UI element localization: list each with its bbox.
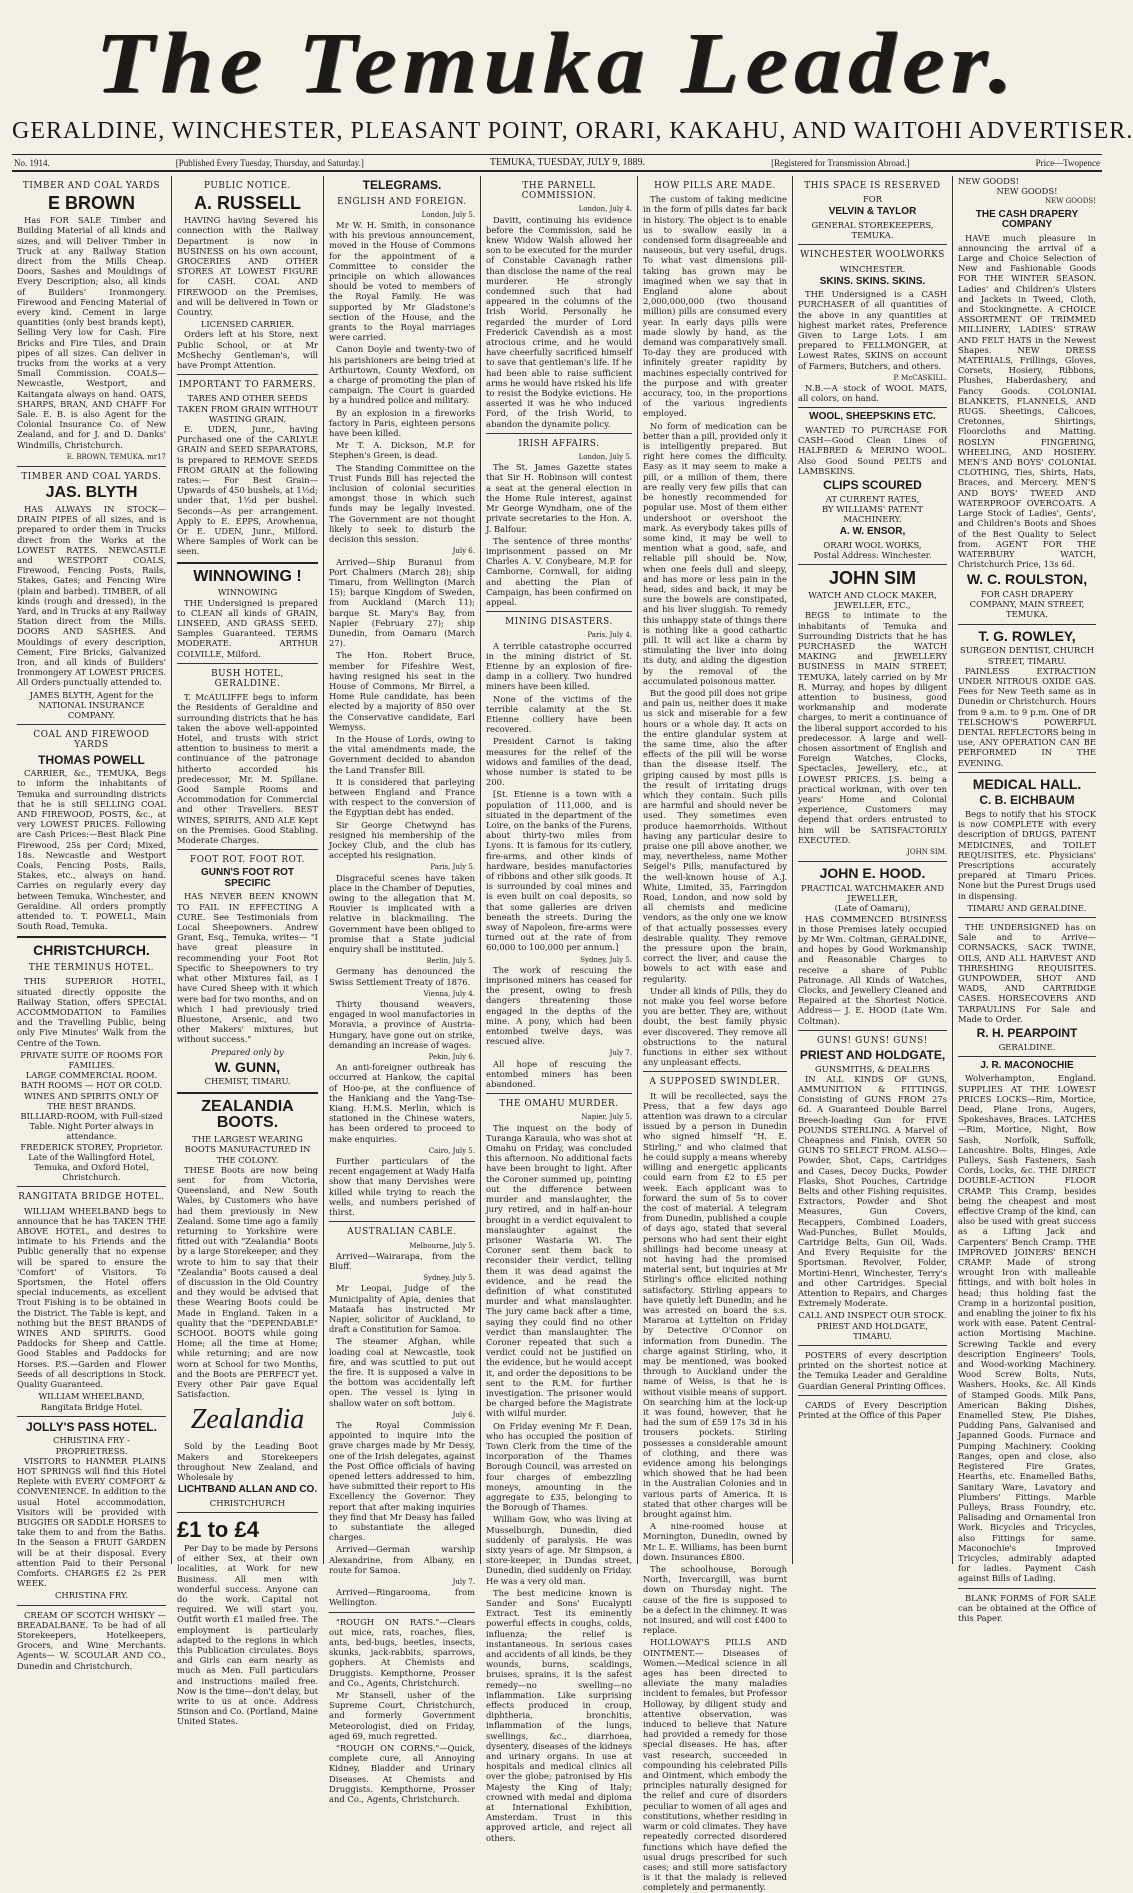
rangitata-heading: RANGITATA BRIDGE HOTEL.: [18, 1192, 165, 1203]
gunn-name: W. GUNN,: [214, 1058, 281, 1075]
masthead: [12, 8, 1133, 148]
article-text: The St. James Gazette states that Sir H. Robinson will contest a seat at the general election in the Home Rule interest, against Mr George Wyndham, one of the private secretaries to the Hon. A. J. Balfour.: [486, 462, 632, 534]
pearpoint-text: THE UNDERSIGNED has on Sale and to Arrive— CORNSACKS, SACK TWINE, OILS, AND ALL HARVEST AND THRESHING REQUISITES. GUNPOWDER, SHOT AND WADS, AND CARTRIDGE CASES. HORSECOVERS AND TARPAULINS For Sale and Made to Order.: [958, 922, 1096, 1024]
article-text: The inquest on the body of Turanga Karauia, who was shot at Omahu on Friday, was concluded this afternoon. No additional facts have been brought to light. After the Coroner summed up, pointing out the difference between murder and manslaughter, the jury retired, and in half-an-hour brought in a verdict equivalent to manslaughter against the prisoner Wastaria Wi. The Coroner sent them back to reconsider their verdict, telling them it was dead against the evidence, and he read the definition of what constituted murder and what manslaughter. The jury came back after a time, saying they could find no other verdict than manslaughter. The Coroner repeated that such a verdict could not be justified on the evidence, but he would accept it, and order the depositions to be sent to the R.M. for further investigation. The prisoner would be charged before the Magistrate with wilful murder.: [486, 1122, 632, 1419]
ensor-address: Postal Address: Winchester.: [813, 549, 932, 560]
rough-on-corns-ad: "ROUGH ON CORNS."—Quick, complete cure, all Annoying Kidney, Bladder and Urinary Diseases. At Chemists and Druggists. Kempthorne, Prosser and Co., Agents, Christchurch.: [329, 1743, 475, 1805]
dateline: [12, 154, 1102, 172]
divider: [177, 1092, 318, 1094]
powell-name: THOMAS POWELL: [38, 752, 145, 767]
terminus-signature: FREDERICK STOREY, Proprietor. Late of the Wallingford Hotel, Temuka, and Oxford Hotel, Christchurch.: [20, 1141, 163, 1183]
telegram-text: Arrived—Wairarapa, from the Bluff.: [329, 1250, 475, 1271]
article-text: All hope of rescuing the entombed miners has been abandoned.: [486, 1058, 632, 1090]
telegram-text: Further particulars of the recent engagement at Wady Haifa show that many Dervishes were killed while trying to reach the wells, and numbers perished of thirst.: [329, 1156, 475, 1218]
divider: [798, 564, 947, 565]
earnings-text: Per Day to be made by Persons of either Sex, at their own localities, at Work for new Business. All men with wonderful success. Anyone can do the work. Capital not required. We will start you. Outfit worth £1 mailed free. The employment is particularly adapted to the regions in which this Publication circulates. Boys and Girls can earn nearly as much as Men. Full particulars and instructions mailed free. Now is the time—don't delay, but write to us at once. Address Stinson and Co. (Portland, Maine United States.: [177, 1543, 318, 1727]
dateline-paris: Paris, July 5.: [430, 863, 475, 872]
rangitata-signature: WILLIAM WHEELBAND, Rangitata Bridge Hotel.: [38, 1391, 145, 1412]
russell-text: HAVING having Severed his connection with the Railway Department is now in BUSINESS on his own account, GROCERIES AND OTHER STORES AT LOWEST FIGURE for CASH. COAL AND FIREWOOD on the Premises, and will be delivered in Town or Country.: [177, 215, 318, 317]
skins-note: N.B.—A stock of WOOL MATS, all colors, on hand.: [798, 383, 947, 404]
parnell-commission-heading: THE PARNELL COMMISSION.: [521, 181, 597, 202]
divider: [177, 1512, 318, 1513]
article-text: It will be recollected, says the Press, that a few days ago attention was drawn to a circular issued by a person in Dunedin who signed himself "H. E. Stirling," and who claimed that he could supply a means whereby willing and energetic applicants could earn from £2 to £5 per week. Each applicant was to forward the sum of 5s to cover the cost of material. A telegram from Dunedin, published a couple of days ago, stated that several persons who had sent their eight shillings had become uneasy at not having had the promised material sent, but inquiries at Mr Stirling's office elicited nothing satisfactory. Stirling appears to have quietly left Dunedin, and he was arrested on board the s.s. Mararoa at Lyttelton on Friday by Detective O'Connor on information from Dunedin. The charge against Stirling, who, it may be mentioned, was booked through to Auckland under the name of Weiss, is that he is without visible means of support. On searching him at the lock-up it was found, however, that he had the sum of £59 17s 3d in his trousers pockets. Stirling possesses a considerable amount of clothing, and there was evidence among his belongings which showed that he had been in the Australian Colonies and in various parts of America. It is stated that other charges will be brought against him.: [643, 1090, 787, 1519]
article-text: A nine-roomed house at Mornington, Dunedin, owned by Mr L. E. Williams, has been burnt down. Insurances £800.: [643, 1521, 787, 1562]
ensor-name: A. W. ENSOR,: [839, 526, 906, 538]
dateline-london: London, July 5.: [421, 210, 475, 219]
winnowing-heading: WINNOWING !: [193, 567, 302, 585]
jollys-pass-signature: CHRISTINA FRY.: [55, 1590, 128, 1601]
cash-drapery-text: HAVE much pleasure in announcing the arrival of a Large and Choice Selection of New and Fashionable Goods FOR THE WINTER SEASON. Ladies' and Children's Ulsters and Jackets in Tweed, Cloth, and Stockingnette. A CHOICE ASSORTMENT OF TRIMMED MILLINERY, LADIES' STRAW AND FELT HATS in the Newest Shapes. NEW DRESS MATERIALS, Frillings, Gloves, Corsets, Hosiery, Ribbons, Plushes, Haberdashery, and Fancy Goods. COLONIAL BLANKETS, FLANNELS, AND RUGS. Sheetings, Calicoes, Cretonnes, Shirtings, Floorcloths and Matting. ROSLYN FINGERING, WHEELING, AND HOSIERY. MEN'S AND BOYS' COLONIAL CLOTHING, Ties, Shirts, Hats, Braces, and Mercery. MEN'S AND BOYS' TWEED AND WATERPROOF OVERCOATS. A Large Stock of Ladies', Gents', and Children's Boots and Shoes of the Best Quality to Select from. AGENT FOR THE WATERBURY WATCH, Christchurch Price, 13s 6d.: [958, 232, 1096, 570]
dateline-vienna: Vienna, July 4.: [423, 989, 475, 998]
russell-text-2: Orders left at his Store, next Public School, or at Mr McShechy Gentleman's, will have Prompt Attention.: [177, 329, 318, 370]
rangitata-text: WILLIAM WHEELBAND begs to announce that he has TAKEN THE ABOVE HOTEL, and desires to intimate to his Friends and the Public generally that no expense will be spared to ensure the 'Comfort' of Visitors. To Sportsmen, the Hotel offers special inducements, as excellent Trout Fishing is to be obtained in the District. The Table is kept, and nothing but the BEST BRANDS of WINES AND SPIRITS. Good Paddocks for Sheep and Cattle. Good Stables and Paddocks for Horses. P.S.—Garden and Flower Seeds of all descriptions in Stock. Quality Guaranteed.: [17, 1205, 166, 1390]
dateline: July 6.: [452, 547, 475, 556]
article-text: [St. Etienne is a town with a population of 111,000, and is situated in the department of the Loire, on the banks of the Furens, about thirty-two miles from Lyons. It is famous for its cutlery, fire-arms, and other kinds of hardware, besides manufactories of ribbons and other silk goods. It is surrounded by coal mines and is even built on coal deposits, so that some galleries are driven beneath the streets. During the sway of Napoleon, fire-arms were turned out at the rate of from 60,000 to 100,000 per annum.]: [486, 789, 632, 953]
telegram-text: The Standing Committee on the Trust Funds Bill has rejected the inclusion of colonial securities amongst those in which such funds may be legally invested. The Government are not thought likely to seek to disturb the decision this session.: [329, 462, 475, 545]
guns-call: CALL AND INSPECT OUR STOCK.: [798, 1310, 947, 1321]
cards-notice: CARDS of Every Description Printed at the Office of this Paper: [798, 1399, 947, 1421]
cash-drapery-heading: THE CASH DRAPERY COMPANY: [975, 208, 1079, 231]
article-text: President Carnot is taking measures for the relief of the widows and families of the dead, whose number is stated to be 200.: [486, 736, 632, 788]
article-text: None of the victims of the terrible calamity at the St. Etienne colliery have been recovered.: [486, 693, 632, 735]
issue-number: No. 1914.: [14, 157, 50, 168]
new-goods-1: NEW GOODS!: [958, 176, 1019, 186]
article-text: The custom of taking medicine in the form of pills dates far back in history. The object is to enable us to swallow easily in a condensed form disagreeable and nauseous, but very useful, drugs. To what vast dimensions pill-taking has grown may be imagined when we say that in England alone about 2,000,000,000 (two thousand million) pills are consumed every year. In early days pills were made slowly by hand, as the demand was comparatively small. To-day they are produced with infinitely greater rapidity by machines especially contrived for the purpose and with greater accuracy, too, in the proportions of the various ingredients employed.: [643, 194, 787, 419]
rowley-name: T. G. ROWLEY,: [978, 627, 1076, 644]
winnowing-text: THE Undersigned is prepared to CLEAN all kinds of GRAIN, LINSEED, AND GRASS SEED. Samples Guaranteed. TERMS MODERATE. ARTHUR COLVILLE, Milford.: [177, 597, 318, 659]
guns-text: IN ALL KINDS OF GUNS, AMMUNITION & FITTINGS. Consisting of GUNS FROM 27s 6d. A Guaranteed Double Barrel Breech-loading Gun for FIVE POUNDS STERLING. A Marvel of Cheapness and Finish. OVER 50 GUNS TO SELECT FROM. ALSO— Powder, Shot, Caps, Cartridges and Cases, Decoy Ducks, Powder Flasks, Shot Pouches, Cartridge Belts and other Fishing requisites. Extractors, Powder and Shot Measures, Gun Covers, Recappers, Combined Loaders, Wad-Punches, Bullet Moulds, Cartridge Belts, Gun Oil, Wads. And Every Requisite for the Sportsman. Revolver, Folder, Mortini-Henri, Winchester, Terry's and other Cartridges. Special Attention to Repairs, and Charges Extremely Moderate.: [798, 1073, 947, 1309]
blyth-signature: JAMES BLYTH, Agent for the NATIONAL INSURANCE COMPANY.: [29, 689, 154, 721]
divider: [643, 1071, 787, 1072]
blyth-name: JAS. BLYTH: [45, 484, 138, 502]
medical-hall-heading: MEDICAL HALL.: [972, 775, 1082, 792]
farmers-text: E. UDEN, Junr., having Purchased one of the CARLYLE GRAIN and SEED SEPARATORS, is prepared to REMOVE SEEDS FROM GRAIN at the following rates:— For Best Grain—Upwards of 450 bushels, at 1½d; under that, 1½d per bushel. Seconds—As per arrangement. Apply to E. EPPS, Arowhenua, Or E. UDEN, Junr., Milford. Where Samples of Work can be seen.: [177, 423, 318, 557]
space-reserved: THIS SPACE IS RESERVED: [804, 181, 941, 191]
rough-on-rats-ad: "ROUGH ON RATS."—Clears out mice, rats, roaches, flies, ants, bed-bugs, beetles, insects, skunks, jack-rabbits, sparrows, gophers. At Chemists and Druggists. Kempthorne, Prosser and Co., Agents, Christchurch.: [329, 1616, 475, 1688]
velvin-taylor: VELVIN & TAYLOR: [828, 206, 917, 218]
column-2: [172, 176, 324, 1727]
foot-rot-heading: FOOT ROT. FOOT ROT.: [190, 855, 305, 866]
column-7: [953, 176, 1101, 1623]
divider: [958, 772, 1096, 773]
jollys-pass-text: VISITORS to HANMER PLAINS HOT SPRINGS will find this Hotel Replete with EVERY COMFORT & CONVENIENCE. In addition to the usual Hotel accommodation, Visitors will be provided with BUGGIES OR SADDLE HORSES to take them to and from the Baths. In the Season a FRUIT GARDEN will be at their disposal. Every attention Paid to their Personal Comforts. CHARGES £2 2s PER WEEK.: [17, 1455, 166, 1589]
hood-subheading: PRACTICAL WATCHMAKER AND JEWELLER,: [800, 882, 945, 904]
column-5: [638, 176, 793, 1893]
mining-disasters-heading: MINING DISASTERS.: [505, 617, 613, 628]
column-3: [324, 176, 481, 1805]
jollys-pass-proprietress: CHRISTINA FRY - PROPRIETRESS.: [53, 1435, 130, 1456]
divider: [17, 936, 166, 938]
brown-signature: E. BROWN, TEMUKA, mr17: [66, 452, 166, 461]
clips-machinery: BY WILLIAMS' PATENT MACHINERY.: [822, 503, 923, 524]
english-foreign-heading: ENGLISH AND FOREIGN.: [337, 196, 467, 207]
news-item: Mr Stansell, usher of the Supreme Court, Christchurch, and formerly Government Meteorologist, died on Friday, aged 69, much regretted.: [329, 1690, 475, 1741]
divider: [177, 849, 318, 850]
dateline-cairo: Cairo, July 5.: [428, 1146, 475, 1155]
foot-rot-prepared: Prepared only by: [211, 1046, 284, 1057]
telegrams-heading: TELEGRAMS.: [362, 178, 442, 192]
guns-heading: GUNS! GUNS! GUNS!: [817, 1035, 928, 1046]
divider: [798, 407, 947, 408]
telegram-text: The Royal Commission appointed to inquire into the grave charges made by Mr Dessy, one of the Irish delegates, against the Post Office officials of having opened letters addressed to him, have submitted their report to His Excellency the Governor. They report that after making inquiries they find that Mr Deasy has failed to substantiate the alleged charges.: [329, 1419, 475, 1543]
telegram-text: Mr W. H. Smith, in consonance with his previous announcement, moved in the House of Commons for the appointment of a Committee to consider the principle on which allowances should be voted to members of the Royal Family. He was supported by Mr Gladstone's section of the House, and the grants to the Royal marriages were carried.: [329, 220, 475, 343]
dateline-sydney: Sydney, July 5.: [423, 1274, 475, 1283]
guns-signature: PRIEST AND HOLDGATE, TIMARU.: [816, 1320, 929, 1341]
woolworks-location: WINCHESTER.: [839, 263, 906, 274]
columns: [12, 176, 1102, 1893]
article-text: William Gow, who was living at Musselburgh, Dunedin, died suddenly of paralysis. He was sixty years of age. Mr Simpson, a store-keeper, in Dundas street, Dunedin, died suddenly on Friday. He was a very old man.: [486, 1514, 632, 1586]
column-1: [12, 176, 172, 1671]
terminus-line-2: LARGE COMMERCIAL ROOM.: [25, 1070, 158, 1081]
divider: [958, 1588, 1096, 1589]
gunn-location: CHEMIST, TIMARU.: [204, 1076, 291, 1087]
bush-hotel-heading: BUSH HOTEL, GERALDINE.: [211, 668, 284, 690]
zealandia-text: THESE Boots are now being sent for from Victoria, Queensland, and New South Wales, by Customers who have had them previously in New Zealand. Some time ago a family returning to Yorkshire were fitted out with "Zealandia" Boots by a large Storekeeper, and they wrote to him to say that their "Zealandia" Boots caused a deal of discussion in the Old Country and they would be advised that these Wearing Boots could be Made in England. Taken in a quality that the "DEPENDABLE" SCHOOL BOOTS while going Home; all the time at Home; while returning; and are now worn at School for two Months, and the Boots are PERFECT yet. Every other Pair gave Equal Satisfaction.: [177, 1164, 318, 1400]
blyth-heading: TIMBER AND COAL YARDS.: [21, 471, 162, 482]
skins-signature: P. McCASKILL.: [893, 373, 947, 382]
telegram-text: It is considered that parleying between England and France with respect to the conversion of the Egyptian debt has ended.: [329, 776, 475, 818]
telegram-text: By an explosion in a fireworks factory in Paris, eighteen persons have been killed.: [329, 407, 475, 439]
rowley-text: PAINLESS EXTRACTION UNDER NITROUS OXIDE GAS. Fees for New Teeth same as in Dunedin or Christchurch. Hours from 9 a.m. to 9 p.m. One of DR TELSCHOW'S POWERFUL DENTAL REFLECTORS being in use, ANY OPERATION CAN BE PERFORMED IN THE EVENING.: [958, 665, 1096, 768]
new-goods-2: NEW GOODS!: [996, 186, 1058, 197]
velvin-taylor-location: TEMUKA.: [851, 230, 894, 241]
article-text: The schoolhouse, Borough North, Invercargill, was burnt down on Thursday night. The cause of the fire is supposed to be a defect in the chimney. It was not insured, and will cost £400 to replace.: [643, 1564, 787, 1636]
telegram-text: Canon Doyle and twenty-two of his parishioners are being tried at Arthurtown, County Wexford, on a charge of promoting the plan of campaign. The Court is guarded by a hundred police and military.: [329, 344, 475, 406]
holloway-ad: HOLLOWAY'S PILLS AND OINTMENT.— Diseases of Women.—Medical science in all ages has been directed to alleviate the many maladies incident to females, but Professor Holloway, by diligent study and attentive observation, was induced to believe that Nature had provided a remedy for those special diseases. He has, after vast research, succeeded in compounding his celebrated Pills and Ointment, which embody the principles naturally designed for the relief and cure of disorders peculiar to women of all ages and constitutions, whether residing in warm or cold climates. They have repeatedly corrected disordered functions which have defied the usual drugs prescribed for such cases; and still more satisfactory is it that the malady is relieved completely and permanently.: [643, 1637, 787, 1893]
pills-heading: HOW PILLS ARE MADE.: [654, 181, 776, 191]
bush-hotel-text: T. McAULIFFE begs to inform the Residents of Geraldine and surrounding districts that he has taken the above well-appointed Hotel, and trusts with strict attention to business to merit a continuance of the patronage hitherto accorded his predecessor, Mr. M. Spillane. Good Sample Rooms and Accommodation for Commercial and other Travellers. BEST WINES, SPIRITS, AND ALE Kept on the Premises. Good Stabling. Moderate Charges.: [177, 692, 318, 846]
foot-rot-title: GUNN'S FOOT ROT SPECIFIC: [201, 867, 294, 889]
zealandia-sold-by: Sold by the Leading Boot Makers and Storekeepers throughout New Zealand, and Wholesale by: [177, 1441, 318, 1483]
divider: [177, 374, 318, 375]
newspaper-title: The Temuka Leader.: [95, 14, 1019, 111]
dateline-napier: Napier, July 5.: [581, 1113, 632, 1122]
newspaper-subtitle: GERALDINE, WINCHESTER, PLEASANT POINT, ORARI, KAKAHU, AND WAITOHI ADVERTISER.: [12, 118, 1133, 144]
dateline: July 7.: [609, 1049, 632, 1058]
wool-heading: WOOL, SHEEPSKINS ETC.: [809, 411, 936, 423]
posters-notice: POSTERS of every description printed on the shortest notice at the Temuka Leader and Geraldine Guardian General Printing Offices.: [798, 1350, 947, 1391]
telegram-text: Mr T. A. Dickson, M.P. for Stephen's Green, is dead.: [329, 440, 475, 461]
divider: [798, 1030, 947, 1031]
dateline-london: London, July 5.: [578, 453, 632, 462]
priest-holdgate-sub: GUNSMITHS, & DEALERS: [814, 1063, 931, 1074]
article-text: A terrible catastrophe occurred in the mining district of St. Etienne by an explosion of fire-damp in a colliery. Two hundred miners have been killed.: [486, 640, 632, 692]
russell-name: A. RUSSELL: [193, 193, 301, 214]
telegram-text: Mr Leopai, Judge of the Municipality of Apia, denies that Mataafa has instructed Mr Napier, solicitor of Auckland, to draft a Constitution for Samoa.: [329, 1283, 475, 1335]
brown-heading: TIMBER AND COAL YARDS: [22, 181, 161, 191]
zealandia-city: CHRISTCHURCH: [209, 1497, 286, 1508]
swindler-heading: A SUPPOSED SWINDLER.: [649, 1077, 781, 1088]
terminus-hotel-heading: THE TERMINUS HOTEL.: [28, 963, 155, 974]
divider: [798, 1395, 947, 1396]
article-text: Davitt, continuing his evidence before the Commission, said he knew Widow Walsh allowed her son to be executed for the murder of Constable Cavanagh rather than disclose the name of the real murderer. He strongly condemned such that had appeared in the columns of the Irish World. Personally he regarded the murder of Lord Frederick Cavendish as a most atrocious crime, and he would have cheerfully sacrificed himself to save that gentleman's life. If he had been able to raise sufficient arms he would have risked his life to resist the Bodyke evictions. He asserted it was he who induced Ford, of the Irish World, to abandon the dynamite policy.: [486, 214, 632, 429]
blank-forms-notice: BLANK FORMS of FOR SALE can be obtained at the Office of this Paper.: [958, 1592, 1096, 1623]
divider: [486, 611, 632, 612]
velvin-taylor-sub: GENERAL STOREKEEPERS,: [811, 219, 934, 230]
telegram-text: Thirty thousand weavers, engaged in wool manufactories in Moravia, a province of Austria-Hungary, have gone out on strike, demanding an increase of wages.: [329, 999, 475, 1050]
article-text: Under all kinds of Pills, they do not make you feel worse before you are better. They are, without doubt, the best family physic ever discovered. They remove all obstructions to the natural functions in either sex without any unpleasant effects.: [643, 985, 787, 1068]
maconochie-name: J. R. MACONOCHIE: [980, 1059, 1074, 1071]
divider: [798, 244, 947, 245]
powell-heading: COAL AND FIREWOOD YARDS: [33, 730, 150, 751]
divider: [177, 663, 318, 664]
irish-affairs-heading: IRISH AFFAIRS.: [518, 438, 600, 449]
divider: [17, 1605, 166, 1606]
whisky-ad: CREAM OF SCOTCH WHISKY — BREADALBANE. To be had of all Storekeepers, Hotelkeepers, Grocers, and Wine Merchants. Agents— W. SCOULAR AND CO., Dunedin and Christchurch.: [17, 1609, 166, 1671]
australian-cable-heading: AUSTRALIAN CABLE.: [347, 1227, 457, 1238]
eucalypti-ad: The best medicine known is Sander and Sons' Eucalypti Extract. Test its eminently powerful effects in coughs, colds, influenza; the relief is instantaneous. In serious cases and accidents of all kinds, be they wounds, burns, scaldings, bruises, sprains, it is the safest remedy—no swelling—no inflammation. Like surprising effects produced in croup, diphtheria, bronchitis, inflammation of the lungs, swellings, &c., diarrhoea, dysentery, diseases of the kidneys and urinary organs. In use at hospitals and medical clinics all over the globe; patronised by His Majesty the King of Italy; crowned with medal and diploma at International Exhibition, Amsterdam. Trust in this approved article, and reject all others.: [486, 1587, 632, 1843]
terminus-line-4: WINES AND SPIRITS ONLY OF THE BEST BRANDS.: [24, 1090, 159, 1111]
medical-hall-text: Begs to notify that his STOCK is now COMPLETE with every description of DRUGS, PATENT MEDICINES, and TOILET REQUISITES, etc. Physicians' Prescriptions accurately prepared at Timaru Prices. None but the Purest Drugs used in dispensing.: [958, 809, 1096, 901]
divider: [798, 861, 947, 862]
priest-holdgate: PRIEST AND HOLDGATE,: [799, 1047, 946, 1062]
medical-hall-signature: TIMARU AND GERALDINE.: [967, 902, 1087, 913]
zealandia-heading: ZEALANDIA BOOTS.: [201, 1097, 294, 1132]
jollys-pass-heading: JOLLY'S PASS HOTEL.: [26, 1419, 157, 1434]
telegram-text: An anti-foreigner outbreak has occurred at Hankow, the capital of Hoo-pe, at the confluence of the Hankiang and the Yang-Tse-Kiang. H.M.S. Merlin, which is stationed in the Chinese waters, has been ordered to proceed to make enquiries.: [329, 1062, 475, 1144]
divider: [486, 1093, 632, 1094]
divider: [17, 1186, 166, 1187]
licensed-carrier: LICENSED CARRIER.: [200, 319, 295, 330]
dateline: July 7.: [452, 1578, 475, 1586]
divider: [329, 1221, 475, 1222]
dateline-berlin: Berlin, July 5.: [426, 957, 475, 966]
pearpoint-name: R. H. PEARPOINT: [976, 1026, 1078, 1041]
pearpoint-location: GERALDINE.: [998, 1041, 1056, 1052]
telegram-text: The Hon. Robert Bruce, member for Fifeshire West, having resigned his seat in the House of Commons, Mr Birrel, a Home Rule candidate, has been elected by a majority of 850 over the Conservative candidate, Earl Wemyss.: [329, 650, 475, 732]
article-text: The sentence of three months' imprisonment passed on Mr Charles A. V. Conybeare, M.P. for Camborne, Cornwall, for aiding and abetting the Plan of Campaign, has been confirmed on appeal.: [486, 535, 632, 607]
clips-scoured: CLIPS SCOURED: [823, 477, 922, 492]
john-sim-subheading: WATCH AND CLOCK MAKER, JEWELLER, ETC.,: [808, 589, 937, 611]
divider: [486, 433, 632, 434]
telegram-text: Germany has denounced the Swiss Settlement Treaty of 1876.: [329, 966, 475, 987]
hood-late: (Late of Oamaru),: [834, 903, 911, 914]
hood-heading: JOHN E. HOOD.: [819, 865, 926, 882]
dateline-pekin: Pekin, July 6.: [428, 1053, 475, 1062]
woolworks-heading: WINCHESTER WOOLWORKS: [800, 250, 945, 261]
maconochie-text: Wolverhampton, England. SUPPLIES AT THE LOWEST PRICES LOCKS—Rim, Mortice, Dead, Plane Irons, Augers, Spokeshaves, Braces. LATCHES—Rim, Mortice, Night, Bow Sash, Norfolk, Suffolk, Lancashire. Bolts, Hinges, Axle Pulleys, Sash Fasteners, Sash Cords, Locks, &c. THE DIRECT DOUBLE-ACTION FLOOR CRAMP. This Cramp, besides being the cheapest and most effective Cramp of the kind, can also be used with great success as a Lifting Jack and Carpenters' Bench Cramp. THE IMPROVED JOINERS' BENCH CRAMP. Made of strong wrought Iron with malleable fittings, and with bolt holes in head; thus holding fast the Cramp in a horizontal position, and enabling the joiner to fix his work with ease. Patent Central-action Mortising Machine. Screwing Tackle and every description Engineers' Tools, and Wood-working Machinery. Wood Screw Bolts, Nuts, Washers, Hooks, &c. All Kinds of Stamped Goods. Milk Pans, American Baking Dishes, Enamelled Stew, Pie Dishes, Pudding Pans, Galvanised and Japanned Goods. Furnace and Pumping Machinery. Cooking Ranges, open and close, also Registered Fire Grates, Hearths, etc. Enamelled Baths, Sanitary Ware, Lavatory and Plumbers' Fittings. Marble Pulleys, Brass Foundry, etc. Palisading and Ornamental Iron Work. Bicycles and Tricycles, also Fittings for same. Maconochie's Improved Tricycles, admirably adapted for ladies. Payment Cash against Bills of Lading.: [958, 1073, 1097, 1584]
foot-rot-text: HAS NEVER BEEN KNOWN TO FAIL IN EFFECTING A CURE. See Testimonials from Local Sheepowners. Andrew Grant, Esq., Temuka, writes— "I have great pleasure in recommending your Foot Rot Specific to Sheepowners to try what other Mixtures fail, as I have Cured Sheep with it which were bad for two months, and on which I had previously tried Bluestone, Arsenic, and two other Makers' mixtures, but without success.": [177, 891, 318, 1045]
dateline-london: London, July 4.: [578, 205, 632, 214]
article-text: The work of rescuing the imprisoned miners has ceased for the present, owing to fresh dangers threatening those engaged in the depths of the mine. A pony, which had been entombed twelve days, was rescued alive.: [486, 964, 632, 1047]
dateline-sydney: Sydney, July 5.: [580, 955, 632, 964]
divider: [17, 1416, 166, 1417]
john-sim-heading: JOHN SIM: [828, 568, 916, 589]
divider: [958, 624, 1096, 625]
hood-text: HAS COMMENCED BUSINESS in those Premises lately occupied by Mr Wm. Coltman, GERALDINE, and hopes by Good Workmanship and Reasonable Charges to receive a share of Public Patronage. All Kinds of Watches, Clocks, and Jewellery Cleaned and Repaired at the Shortest Notice. Address— J. E. HOOD (Late Wm. Coltman).: [798, 913, 947, 1026]
farmers-subheading: TARES AND OTHER SEEDS TAKEN FROM GRAIN WITHOUT WASTING GRAIN.: [177, 393, 318, 424]
wool-text: WANTED TO PURCHASE FOR CASH—Good Clean Lines of HALFBRED & MERINO WOOL. Also Good Sound PELTS and LAMBSKINS.: [798, 424, 947, 476]
space-reserved-for: FOR: [863, 194, 882, 205]
telegram-text: In the House of Lords, owing to the vital amendments made, the Government decided to abandon the Land Transfer Bill.: [329, 733, 475, 775]
telegram-text: Arrived—Ship Buranui from Port Chalmers (March 28); ship Timaru, from Wellington (March 15); barque Kingdom of Sweden, from Auckland (March 11); barque St. Mary's Bay, from Napier (February 27); ship Dunedin, from Oamaru (March 27).: [329, 556, 475, 649]
dateline: July 6.: [452, 1410, 475, 1419]
blyth-text: HAS ALWAYS IN STOCK— DRAIN PIPES of all sizes, and is prepared to order them in Trucks direct from the Works at the LOWEST RATES. NEWCASTLE and WESTPORT COALS, Firewood, Fencing Posts, Rails, Stakes, Gates; and Fencing Wire (plain and barbed). TIMBER, of all kinds (rough and dressed), in the Yard, and in Trucks at any Railway Station direct from the Mills. DOORS AND SASHES. And Mouldings of every description, Cement, Fire Bricks, Galvanized Iron, and all kinds of Builders' Ironmongery AT LOWEST PRICES. All Orders punctually attended to.: [17, 503, 166, 688]
new-goods-3: NEW GOODS!: [1045, 197, 1096, 206]
dateline-melbourne: Melbourne, July 5.: [409, 1241, 475, 1250]
zealandia-logo: Zealandia: [190, 1404, 305, 1436]
telegram-text: Arrived—German warship Alexandrine, from Albany, en route for Samoa.: [329, 1544, 475, 1575]
skins-heading: SKINS. SKINS. SKINS.: [819, 275, 926, 287]
telegram-text: Arrived—Ringarooma, from Wellington.: [329, 1587, 475, 1608]
terminus-line-3: BATH ROOMS — HOT OR COLD.: [20, 1080, 163, 1091]
divider: [958, 917, 1096, 918]
eichbaum-name: C. B. EICHBAUM: [979, 793, 1075, 808]
telegram-text: The steamer Afghan, while loading coal at Newcastle, took fire, and was scuttled to put out the fire. It is supposed a valve in the bottom was accidentally left open. The vessel is lying in shallow water on soft bottom.: [329, 1336, 475, 1408]
skins-text: THE Undersigned is a CASH PURCHASER of all quantities of the above in any quantities at highest market rates, Preference Given to Large Lots. I am prepared to FELLMONGER, at Lowest Rates, SKINS on account of Farmers, Butchers, and others.: [798, 289, 947, 371]
telegram-text: Disgraceful scenes have taken place in the Chamber of Deputies, owing to the allegation that M. Rouvier is implicated with a relative in blackmailing. The Government have been obliged to promise that a State judicial enquiry shall be instituted.: [329, 872, 475, 955]
divider: [958, 1056, 1096, 1057]
roulston-sub: FOR CASH DRAPERY COMPANY, MAIN STREET, TEMUKA.: [969, 589, 1085, 620]
zealandia-subheading: THE LARGEST WEARING BOOTS MANUFACTURED IN THE COLONY.: [184, 1134, 311, 1165]
price: Price—Twopence: [1035, 157, 1100, 168]
christchurch-heading: CHRISTCHURCH.: [33, 942, 150, 959]
john-sim-signature: JOHN SIM.: [907, 848, 947, 857]
farmers-heading: IMPORTANT TO FARMERS.: [178, 380, 317, 391]
telegram-text: Sir George Chetwynd has resigned his membership of the Jockey Club, and the club has accepted his resignation.: [329, 819, 475, 861]
earnings-headline: £1 to £4: [177, 1517, 259, 1542]
zealandia-wholesaler: LICHTBAND ALLAN AND CO.: [177, 1484, 318, 1496]
registration-note: [Registered for Transmission Abroad.]: [771, 157, 910, 168]
article-text: But the good pill does not gripe and pain us, neither does it make us sick and miserable for a few hours or a whole day. It acts on the entire glandular system at the same time, also the after effects of the pill will be worse than the disease itself. The griping caused by most pills is the result of irritating drugs which they contain. Such pills are harmful and should never be used. They sometimes even produce haemorrhoids. Without having any particular desire to praise one pill above another, we may, nevertheless, name Mother Seigel's Pills, manufactured by the well-known house of A.J. White, Limited, 35, Farringdon Road, London, and now sold by all chemists and medicine vendors, as the only one we know of that actually possesses every desirable quality. They remove the pressure upon the brain, correct the liver, and cause the bowels to act with ease and regularity.: [643, 687, 787, 984]
public-notice-heading: PUBLIC NOTICE.: [203, 181, 292, 191]
brown-name: E BROWN: [48, 193, 135, 214]
dateline-paris: Paris, July 4.: [587, 631, 632, 640]
issue-date: TEMUKA, TUESDAY, JULY 9, 1889.: [489, 157, 646, 168]
john-sim-text: BEGS to intimate to the inhabitants of Temuka and Surrounding Districts that he has PURCHASED the WATCH MAKING and JEWELLERY BUSINESS in MAIN STREET, TEMUKA, lately carried on by Mr R. Murray, and hopes by diligent attention to business, good workmanship and moderate charges, to merit a continuance of the liberal support accorded to his predecessor. A large and well-chosen assortment of English and Foreign Watches, Clocks, Spectacles, Jewellery, etc., at LOWEST PRICES. J.S. being a practical workman, with over ten years' Home and Colonial experience, Customers may depend that orders entrusted to him will be SATISFACTORILY EXECUTED.: [798, 610, 947, 845]
terminus-hotel-text: THIS SUPERIOR HOTEL, situated directly opposite the Railway Station, offers SPECIAL ACCOMMODATION to Families and the Travelling Public, being only Five Minutes' Walk from the Centre of the Town.: [17, 976, 166, 1048]
divider: [798, 1345, 947, 1346]
article-text: No form of medication can be better than a pill, provided only it is intelligently prepared. But right here comes the difficulty. Easy as it may seem to make a pill, or a million of them, there are really very few pills that can be honestly recommended for popular use. Most of them either undershoot or overshoot the mark. As everybody takes pills of some kind, it may be well to mention what a good, safe, and reliable pill should be. Now, when one feels dull and sleepy, and has more or less pain in the head, sides and back, it may be sure the bowels are constipated, and his liver sluggish. To remedy this unhappy state of things there is nothing like a good cathartic pill. It will act like a charm by stimulating the liver into doing its duty, and aiding the digestion by the removal of the accumulated poisonous matter.: [643, 420, 787, 686]
divider: [17, 724, 166, 725]
rowley-sub: SURGEON DENTIST, CHURCH STREET, TIMARU.: [959, 645, 1094, 666]
divider: [329, 1612, 475, 1613]
column-4: [481, 176, 638, 1843]
divider: [177, 562, 318, 564]
terminus-line-1: PRIVATE SUITE OF ROOMS FOR FAMILIES.: [20, 1049, 163, 1070]
clips-rates: AT CURRENT RATES,: [825, 493, 920, 504]
roulston-name: W. C. ROULSTON,: [966, 571, 1088, 588]
omahu-murder-heading: THE OMAHU MURDER.: [499, 1099, 619, 1110]
brown-text: Has FOR SALE Timber and Building Material of all kinds and sizes, and will Deliver Timber in Truck at any Railway Station direct from the Mills Cheap. Doors, Sashes and Mouldings of Every Description; also, all kinds of Builders' Ironmongery. Firewood and Fencing Material of every kind. Cement in large quantities (only best brands kept), Selling Very low for Cash. Fire Bricks and Fire Tiles, and Drain pipes of all sizes. Can deliver in trucks from the works at a very Small Commission. COALS—Newcastle, Westport, and Kaitangata always on hand. OATS, SHARPS, BRAN, AND CHAFF For Sale. E. B. is also Agent for the Colonial Insurance Co. of New Zealand, and for J. and D. Danks' Windmills, Christchurch.: [17, 215, 166, 450]
divider: [17, 466, 166, 467]
publishing-schedule: [Published Every Tuesday, Thursday, and Saturday.]: [175, 157, 364, 168]
terminus-line-5: BILLIARD-ROOM, with Full-sized Table. Night Porter always in attendance.: [20, 1111, 163, 1142]
ensor-works: ORARI WOOL WORKS,: [823, 539, 922, 550]
article-text: On Friday evening Mr F. Dean, who has occupied the position of Town Clerk from the time of the incorporation of the Thames Borough Council, was arrested on four charges of embezzling moneys, amounting in the aggregate to £35, belonging to the Borough of Thames.: [486, 1420, 632, 1513]
winnowing-subheading: WINNOWING: [217, 587, 278, 598]
column-6: [793, 176, 953, 1564]
powell-text: CARRIER, &c., TEMUKA, Begs to inform the inhabitants of Temuka and surrounding districts that he is still SELLING COAL AND FIREWOOD, POSTS, &c., at very LOWEST PRICES. Following are Cash Prices:—Best Black Pine Firewood, 25s per Cord; Mixed, 18s. Newcastle and Westport Coals, Fencing Posts, Rails, Stakes, etc., always on hand. Carries on regularly every day between Temuka, Winchester, and Geraldine. All orders promptly attended to. T. POWELL, Main South Road, Temuka.: [17, 768, 166, 932]
